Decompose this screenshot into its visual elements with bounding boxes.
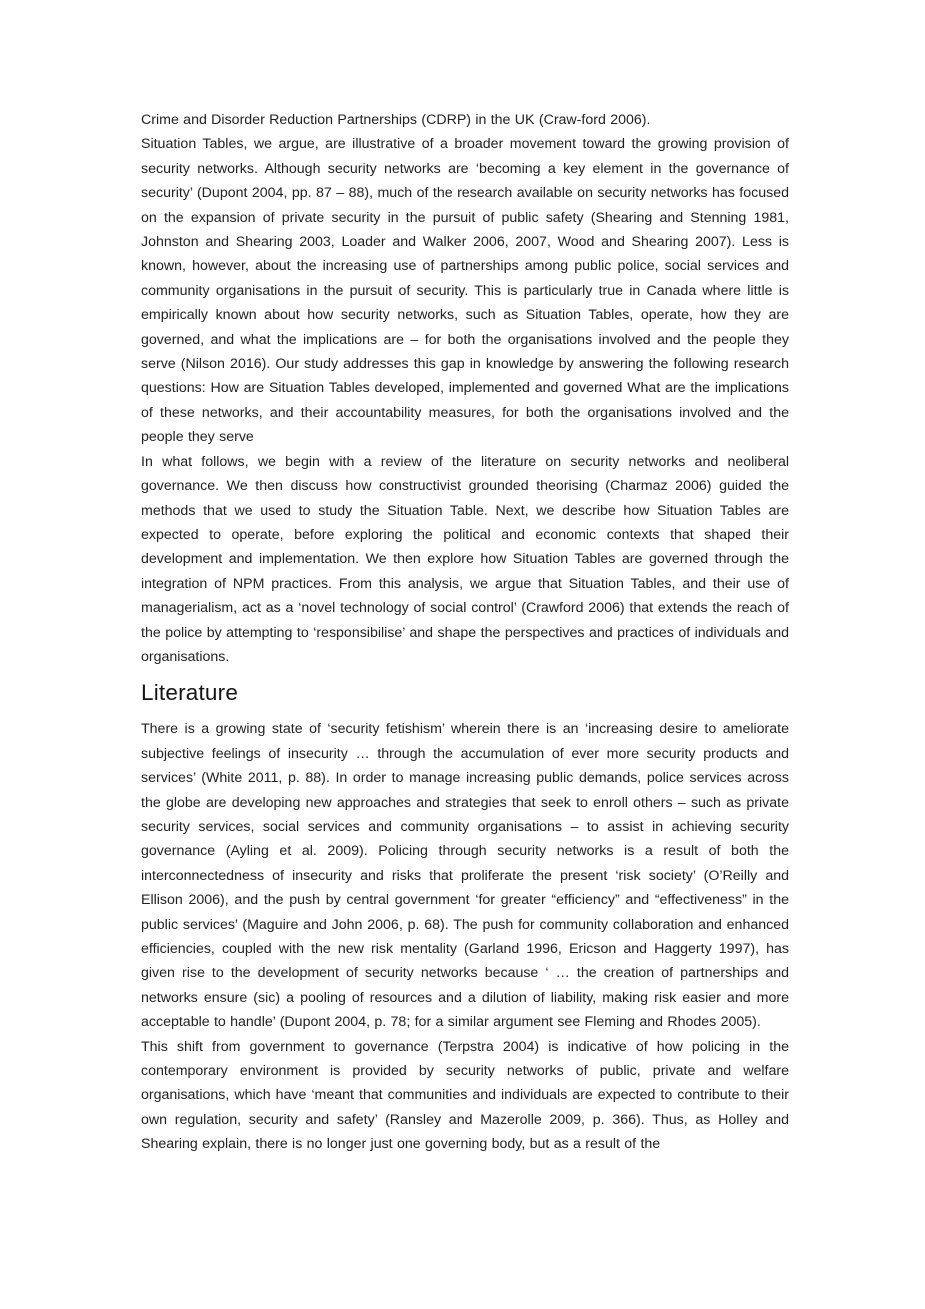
paragraph-crime-disorder: Crime and Disorder Reduction Partnerships (CDRP) in the UK (Craw-ford 2006). [141,112,651,128]
paragraph-government-to-governance: This shift from government to governance (Terpstra 2004) is indicative of how policing in the contemporary environment is provided by security networks of public, private and welfare organisations, which have ‘meant that communities and individuals are expected to contribute to their own regulation, security and safety’ (Ransley and Mazerolle 2009, p. 366). Thus, as Holley and Shearing explain, there is no longer just one governing body, but as a result of the [141,1038,789,1153]
section-heading-literature: Literature [141,680,239,706]
paragraph-security-fetishism: There is a growing state of ‘security fetishism’ wherein there is an ‘increasing desire to ameliorate subjective feelings of insecurity … through the accumulation of ever more security products and services’ (White 2011, p. 88). In order to manage increasing public demands, police services across the globe are developing new approaches and strategies that seek to enroll others – such as private security services, social services and community organisations – to assist in achieving security governance (Ayling et al. 2009). Policing through security networks is a result of both the interconnectedness of insecurity and risks that proliferate the present ‘risk society’ (O’Reilly and Ellison 2006), and the push by central government ‘for greater “efficiency” and “effectiveness” in the public services’ (Maguire and John 2006, p. 68). The push for community collaboration and enhanced efficiencies, coupled with the new risk mentality (Garland 1996, Ericson and Haggerty 1997), has given rise to the development of security networks because ‘ … the creation of partnerships and networks ensure (sic) a pooling of resources and a dilution of liability, making risk easier and more acceptable to handle’ (Dupont 2004, p. 78; for a similar argument see Fleming and Rhodes 2005). [141,721,789,1031]
text-column [141,108,789,1157]
paragraph-in-what-follows: In what follows, we begin with a review of the literature on security networks and neoliberal governance. We then discuss how constructivist grounded theorising (Charmaz 2006) guided the methods that we used to study the Situation Table. Next, we describe how Situation Tables are expected to operate, before exploring the political and economic contexts that shaped their development and implementation. We then explore how Situation Tables are governed through the integration of NPM practices. From this analysis, we argue that Situation Tables, and their use of managerialism, act as a ‘novel technology of social control’ (Crawford 2006) that extends the reach of the police by attempting to ‘responsibilise’ and shape the perspectives and practices of individuals and organisations. [141,453,789,665]
paragraph-situation-tables: Situation Tables, we argue, are illustrative of a broader movement toward the growing provision of security networks. Although security networks are ‘becoming a key element in the governance of security’ (Dupont 2004, pp. 87 – 88), much of the research available on security networks has focused on the expansion of private security in the pursuit of public safety (Shearing and Stenning 1981, Johnston and Shearing 2003, Loader and Walker 2006, 2007, Wood and Shearing 2007). Less is known, however, about the increasing use of partnerships among public police, social services and community organisations in the pursuit of security. This is particularly true in Canada where little is empirically known about how security networks, such as Situation Tables, operate, how they are governed, and what the implications are – for both the organisations involved and the people they serve (Nilson 2016). Our study addresses this gap in knowledge by answering the following research questions: How are Situation Tables developed, implemented and governed What are the implications of these networks, and their accountability measures, for both the organisations involved and the people they serve [141,136,789,446]
